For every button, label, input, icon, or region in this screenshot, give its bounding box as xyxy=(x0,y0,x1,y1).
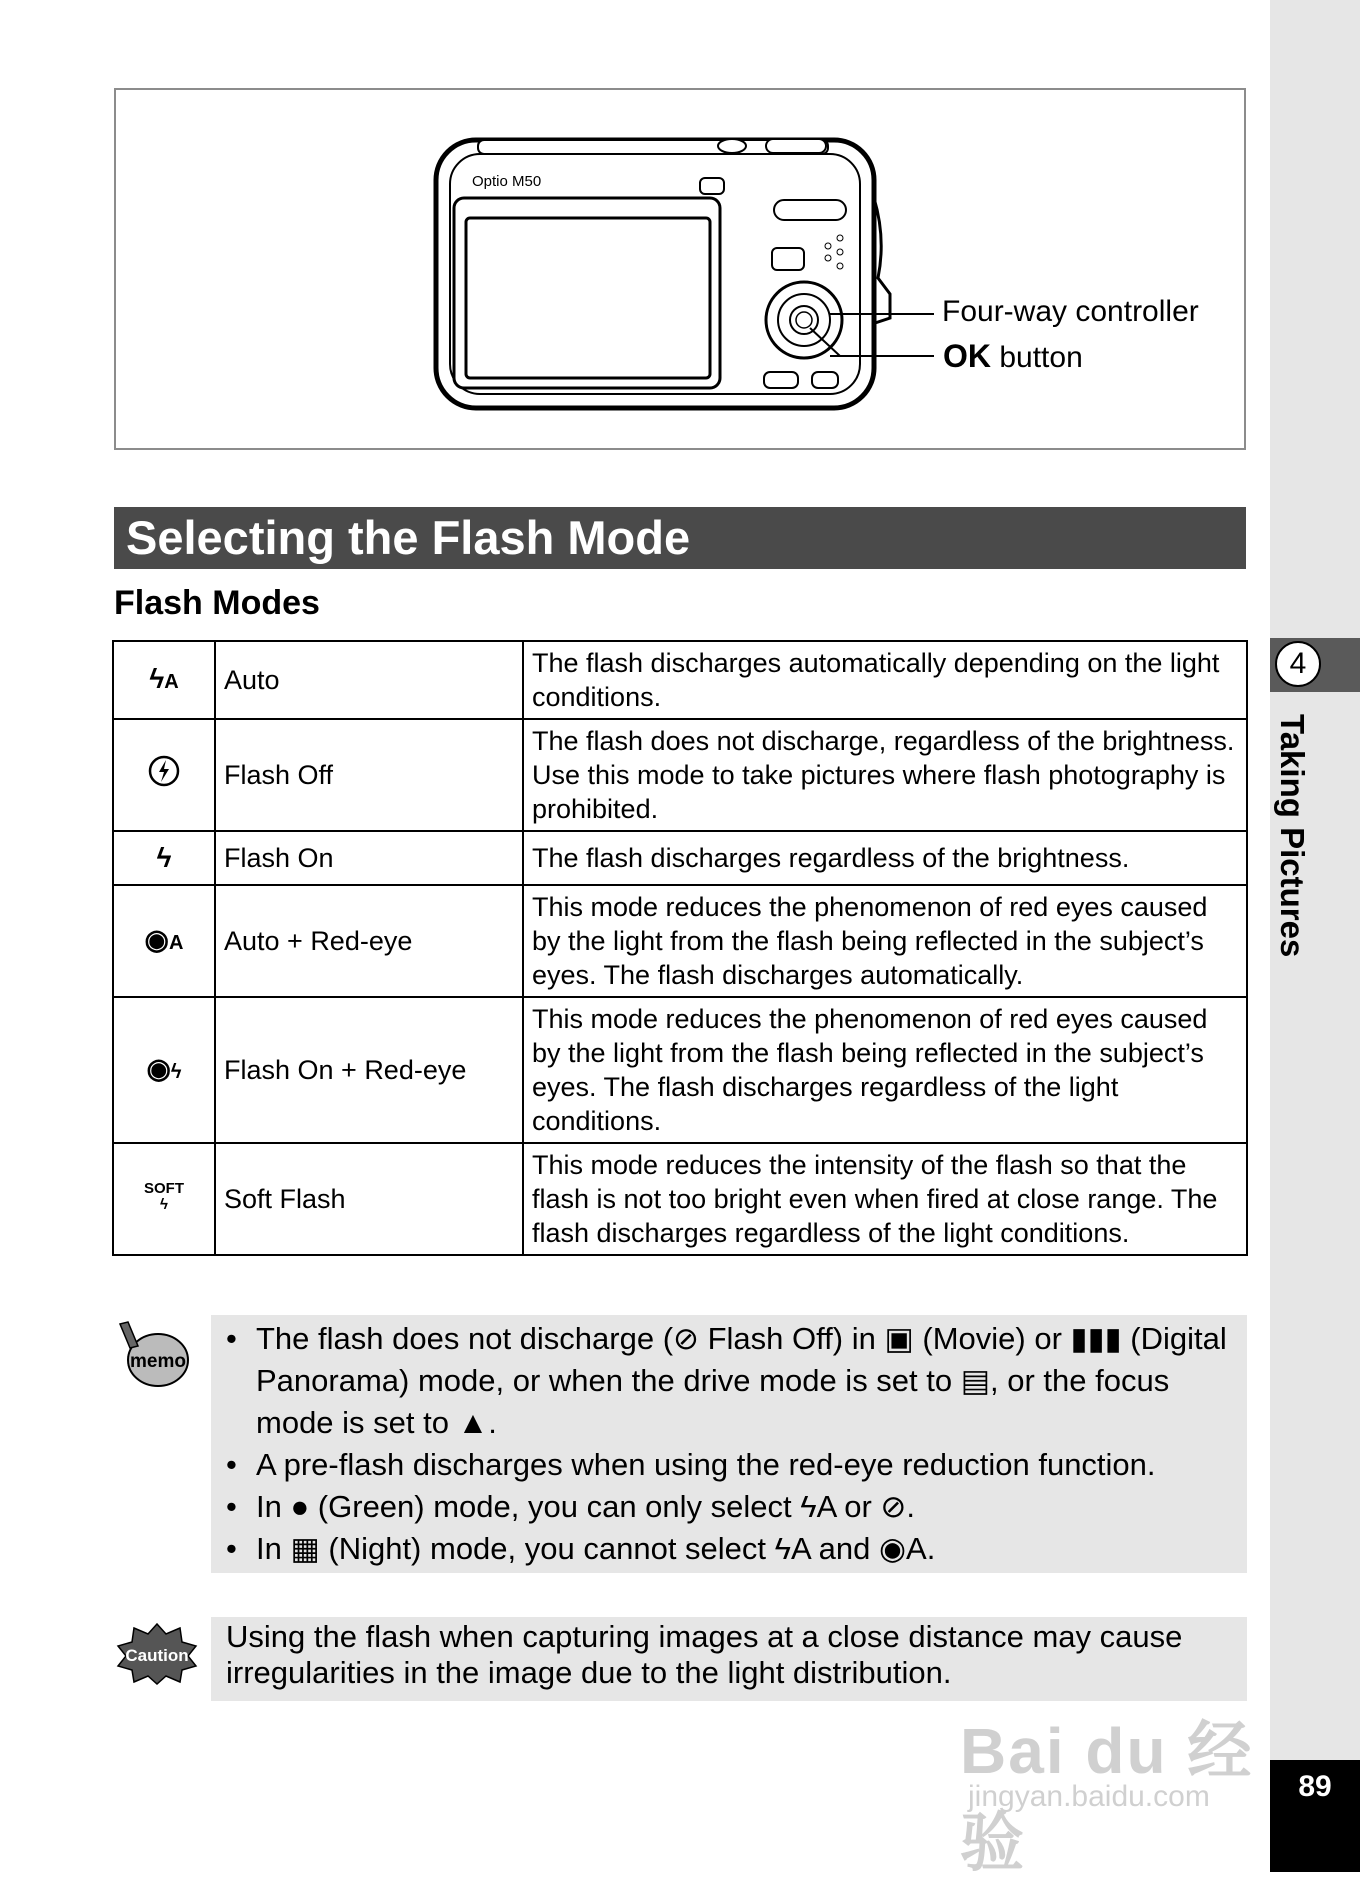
chapter-number: 4 xyxy=(1275,641,1321,687)
ok-button-callout xyxy=(943,338,1083,375)
caution-text: Using the flash when capturing images at a close distance may cause irregularities in the image due to the light distribution. xyxy=(226,1619,1183,1690)
caution-icon xyxy=(116,1622,198,1686)
ok-glyph: OK xyxy=(943,338,991,374)
mode-description: The flash does not discharge, regardless of the brightness. Use this mode to take pictures where flash photography is prohibited. xyxy=(523,719,1247,831)
list-item: • In ▦ (Night) mode, you cannot select ϟA and ◉A. xyxy=(226,1528,1246,1570)
mode-description: This mode reduces the phenomenon of red eyes caused by the light from the flash being reflected in the subject’s eyes. The flash discharges automatically. xyxy=(523,885,1247,997)
mode-name: Flash Off xyxy=(215,719,523,831)
memo-icon xyxy=(116,1320,192,1392)
table-row xyxy=(113,885,1247,997)
soft-flash-icon: SOFT ϟ xyxy=(113,1143,215,1255)
mode-name: Flash On + Red-eye xyxy=(215,997,523,1143)
flash-modes-table xyxy=(112,640,1248,1256)
flash-on-icon: ϟ xyxy=(113,831,215,885)
ok-callout-text: button xyxy=(999,341,1083,374)
list-item: • A pre-flash discharges when using the red-eye reduction function. xyxy=(226,1444,1246,1486)
chapter-title: Taking Pictures xyxy=(1274,714,1311,958)
cama-back-illustration xyxy=(420,128,900,418)
mode-description: This mode reduces the intensity of the flash so that the flash is not too bright even when fired at close range. The flash discharges regardless of the light conditions. xyxy=(523,1143,1247,1255)
section-subtitle: Flash Modes xyxy=(114,584,320,622)
memo-icon-label: memo xyxy=(130,1351,186,1372)
page-number: 89 xyxy=(1298,1770,1332,1803)
table-row xyxy=(113,1143,1247,1255)
mode-name: Soft Flash xyxy=(215,1143,523,1255)
table-row xyxy=(113,719,1247,831)
watermark-brand: Bai du 经验 xyxy=(960,1715,1254,1879)
flash-auto-icon: ϟA xyxy=(113,641,215,719)
mode-description: The flash discharges regardless of the brightness. xyxy=(523,831,1247,885)
mode-description: The flash discharges automatically depending on the light conditions. xyxy=(523,641,1247,719)
table-row xyxy=(113,641,1247,719)
table-row xyxy=(113,997,1247,1143)
memo-list xyxy=(226,1318,1246,1570)
flash-on-red-eye-icon: ◉ϟ xyxy=(113,997,215,1143)
flash-off-icon xyxy=(113,719,215,831)
mode-name: Auto xyxy=(215,641,523,719)
section-title: Selecting the Flash Mode xyxy=(126,511,691,564)
auto-red-eye-icon: ◉A xyxy=(113,885,215,997)
watermark-url: jingyan.baidu.com xyxy=(968,1780,1210,1813)
callout-leader-lines xyxy=(830,312,940,362)
list-item: • The flash does not discharge (⊘ Flash Off) in ▣ (Movie) or ▮▮▮ (Digital Panorama) mode, or when the drive mode is set to ▤, or the focus mode is set to ▲. xyxy=(226,1318,1246,1444)
mode-name: Flash On xyxy=(215,831,523,885)
watermark xyxy=(960,1700,1280,1879)
four-way-controller-callout: Four-way controller xyxy=(942,295,1199,328)
table-row xyxy=(113,831,1247,885)
list-item: • In ● (Green) mode, you can only select ϟA or ⊘. xyxy=(226,1486,1246,1528)
camera-model-label: Optio M50 xyxy=(472,173,542,190)
mode-description: This mode reduces the phenomenon of red eyes caused by the light from the flash being reflected in the subject’s eyes. The flash discharges regardless of the light conditions. xyxy=(523,997,1247,1143)
mode-name: Auto + Red-eye xyxy=(215,885,523,997)
caution-icon-label: Caution xyxy=(125,1646,189,1665)
